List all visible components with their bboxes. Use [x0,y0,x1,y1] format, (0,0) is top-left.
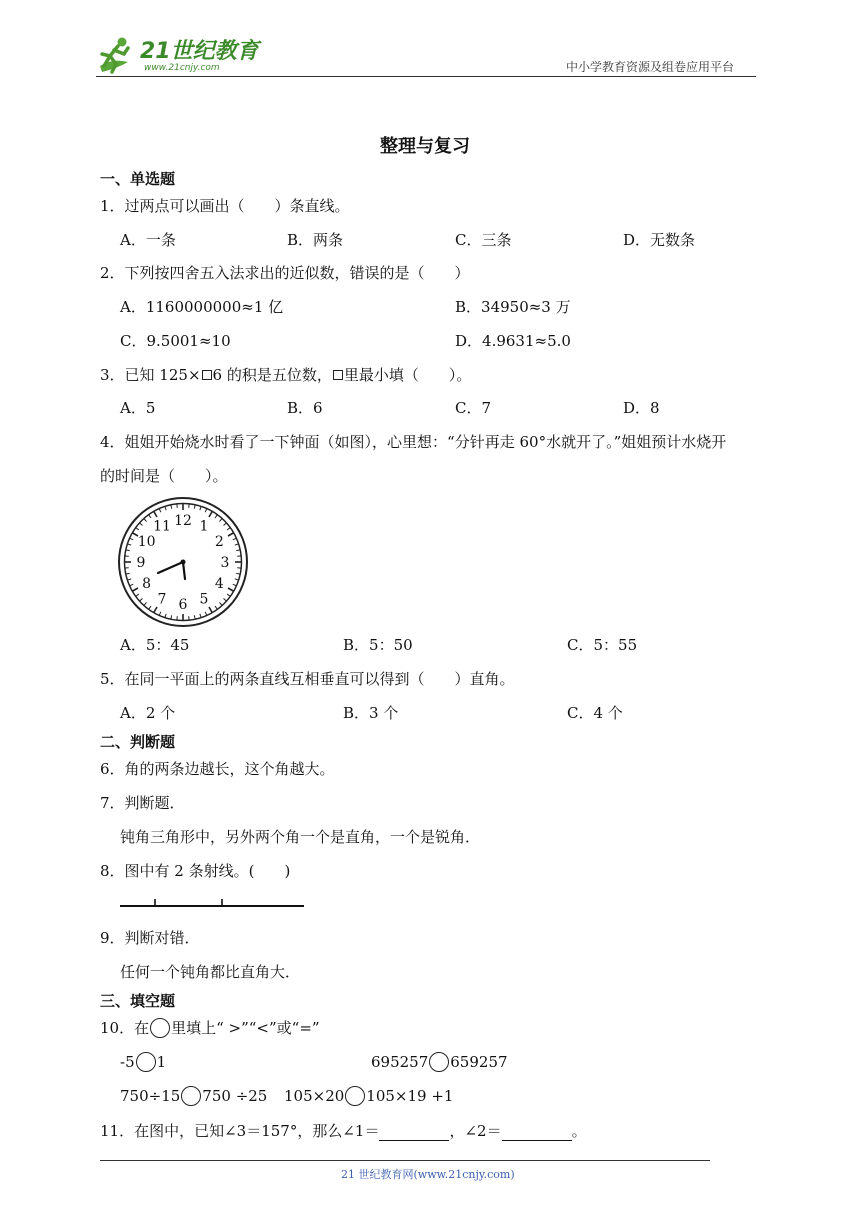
compare-expression [371,1052,508,1072]
clock-number: 8 [142,576,152,592]
expr-right: 105×19 +1 [366,1087,454,1105]
question-stem [100,1121,587,1141]
option-c: C．三条 [455,231,512,249]
option-c: C．4 个 [567,704,623,722]
expr-left: -5 [120,1053,135,1071]
question-stem: 5．在同一平面上的两条直线互相垂直可以得到（ ）直角。 [100,670,515,688]
clock-number: 1 [199,518,209,535]
question-stem-cont: 的时间是（ ）。 [100,467,228,485]
clock-number: 6 [178,597,188,613]
option-a: A．一条 [120,231,176,249]
option-b: B．两条 [287,231,344,249]
question-stem: 4．姐姐开始烧水时看了一下钟面（如图），心里想：“分针再走 60°水就开了。”姐姐预计水烧开 [100,433,727,451]
clock-number: 12 [174,513,192,529]
stem-part: 11．在图中，已知∠3＝157°，那么∠1＝ [100,1122,380,1140]
expr-right: 1 [156,1053,167,1071]
square-blank-icon [202,370,212,380]
answer-blank[interactable] [379,1124,449,1141]
answer-circle[interactable] [345,1086,365,1106]
compare-expression [120,1052,166,1072]
footer-divider [100,1160,710,1161]
stem-part: 3．已知 125× [100,366,201,384]
logo-url: www.21cnjy.com [144,63,220,73]
section-heading: 一、单选题 [100,170,176,188]
header-divider [96,76,756,77]
clock-number: 3 [220,555,230,571]
question-stem: 2．下列按四舍五入法求出的近似数，错误的是（ ） [100,264,470,282]
expr-left: 750÷15 [120,1087,181,1105]
stem-part: ，∠2＝ [449,1122,502,1140]
option-d: D．无数条 [623,231,696,249]
footer-text: 21 世纪教育网(www.21cnjy.com) [341,1168,515,1181]
stem-part: 10．在 [100,1019,150,1037]
compare-circle-icon [150,1018,170,1038]
expr-right: 750 ÷25 [202,1087,268,1105]
question-stem: 9．判断对错． [100,929,200,947]
option-c: C．9.5001≈10 [120,332,231,350]
page-title: 整理与复习 [380,136,470,157]
clock-face-figure [116,495,250,629]
option-a: A．2 个 [120,704,176,722]
answer-circle[interactable] [429,1052,449,1072]
question-stem [100,365,471,385]
square-blank-icon [333,370,343,380]
clock-number: 2 [214,534,224,550]
option-b: B．6 [287,399,323,417]
expr-right: 659257 [450,1053,508,1071]
stem-part: 里填上“ >”“<”或“=” [171,1019,320,1037]
clock-number: 10 [137,534,156,550]
section-heading: 三、填空题 [100,992,176,1010]
header-right-text: 中小学教育资源及组卷应用平台 [566,60,735,74]
header-logo [92,32,262,78]
question-stem: 1．过两点可以画出（ ）条直线。 [100,197,350,215]
question-stem [100,1018,320,1038]
option-b: B．3 个 [343,704,399,722]
answer-blank[interactable] [502,1124,572,1141]
question-body: 任何一个钝角都比直角大． [120,963,301,981]
option-d: D．8 [623,399,660,417]
clock-number: 5 [199,591,209,608]
answer-circle[interactable] [136,1052,156,1072]
question-body: 钝角三角形中，另外两个角一个是直角，一个是锐角． [120,828,481,846]
ray-figure [118,898,308,910]
option-d: D．4.9631≈5.0 [455,332,571,350]
stem-part: 里最小填（ ）。 [343,366,472,384]
expr-left: 105×20 [284,1087,345,1105]
stem-part: 。 [571,1122,587,1140]
option-b: B．34950≈3 万 [455,298,571,316]
clock-number: 11 [153,518,171,535]
option-a: A．5：45 [120,636,190,654]
compare-expression [120,1086,267,1106]
option-c: C．5：55 [567,636,638,654]
option-a: A．1160000000≈1 亿 [120,298,284,316]
question-stem: 7．判断题． [100,794,185,812]
logo-text: 21世纪教育 [140,39,259,64]
section-heading: 二、判断题 [100,733,176,751]
option-b: B．5：50 [343,636,413,654]
option-a: A．5 [120,399,156,417]
stem-part: 6 的积是五位数， [212,366,332,384]
question-stem: 8．图中有 2 条射线。( ) [100,862,291,880]
option-c: C．7 [455,399,492,417]
clock-number: 4 [214,576,224,592]
question-stem: 6．角的两条边越长，这个角越大。 [100,760,335,778]
clock-number: 7 [157,591,167,608]
compare-expression [284,1086,453,1106]
clock-number: 9 [136,555,146,571]
expr-left: 695257 [371,1053,429,1071]
answer-circle[interactable] [181,1086,201,1106]
